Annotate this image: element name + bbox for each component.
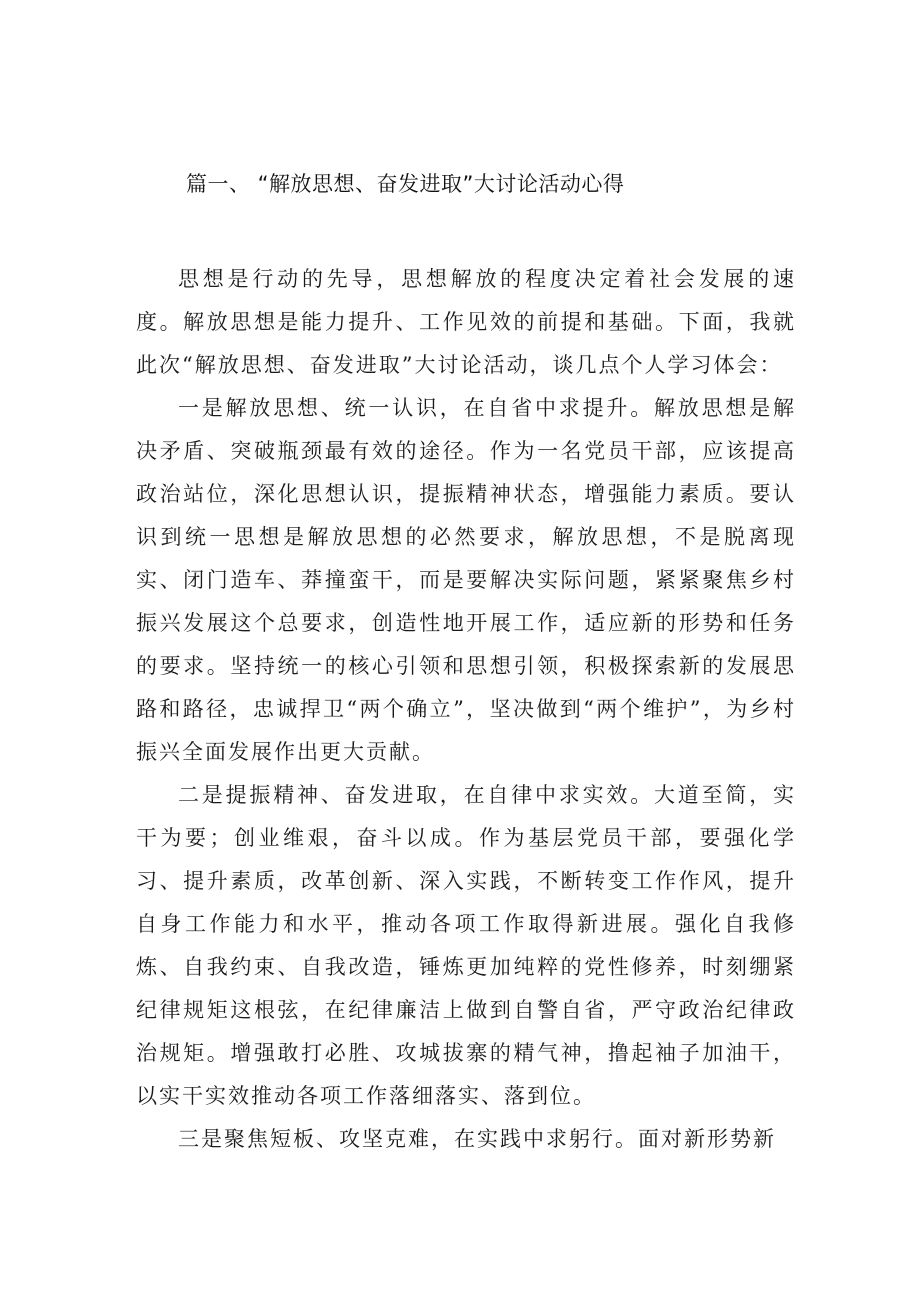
paragraph-intro: 思想是行动的先导，思想解放的程度决定着社会发展的速度。解放思想是能力提升、工作见效的前提和基础。下面，我就此次“解放思想、奋发进取”大讨论活动，谈几点个人学习体会：: [136, 267, 796, 377]
document-body: [136, 258, 796, 1161]
document-title: 篇一、 “解放思想、奋发进取”大讨论活动心得: [186, 172, 625, 196]
paragraph-point-one: 一是解放思想、统一认识，在自省中求提升。解放思想是解决矛盾、突破瓶颈最有效的途径。作为一名党员干部，应该提高政治站位，深化思想认识，提振精神状态，增强能力素质。要认识到统一思想是解放思想的必然要求，解放思想，不是脱离现实、闭门造车、莽撞蛮干，而是要解决实际问题，紧紧聚焦乡村振兴发展这个总要求，创造性地开展工作，适应新的形势和任务的要求。坚持统一的核心引领和思想引领，积极探索新的发展思路和路径，忠诚捍卫“两个确立”，坚决做到“两个维护”，为乡村振兴全面发展作出更大贡献。: [136, 396, 796, 764]
paragraph-point-two: 二是提振精神、奋发进取，在自律中求实效。大道至简，实干为要；创业维艰，奋斗以成。作为基层党员干部，要强化学习、提升素质，改革创新、深入实践，不断转变工作作风，提升自身工作能力和水平，推动各项工作取得新进展。强化自我修炼、自我约束、自我改造，锤炼更加纯粹的党性修养，时刻绷紧纪律规矩这根弦，在纪律廉洁上做到自警自省，严守政治纪律政治规矩。增强敢打必胜、攻城拔寨的精气神，撸起袖子加油干，以实干实效推动各项工作落细落实、落到位。: [136, 783, 796, 1108]
paragraph-point-three: 三是聚焦短板、攻坚克难，在实践中求躬行。面对新形势新: [178, 1127, 776, 1151]
